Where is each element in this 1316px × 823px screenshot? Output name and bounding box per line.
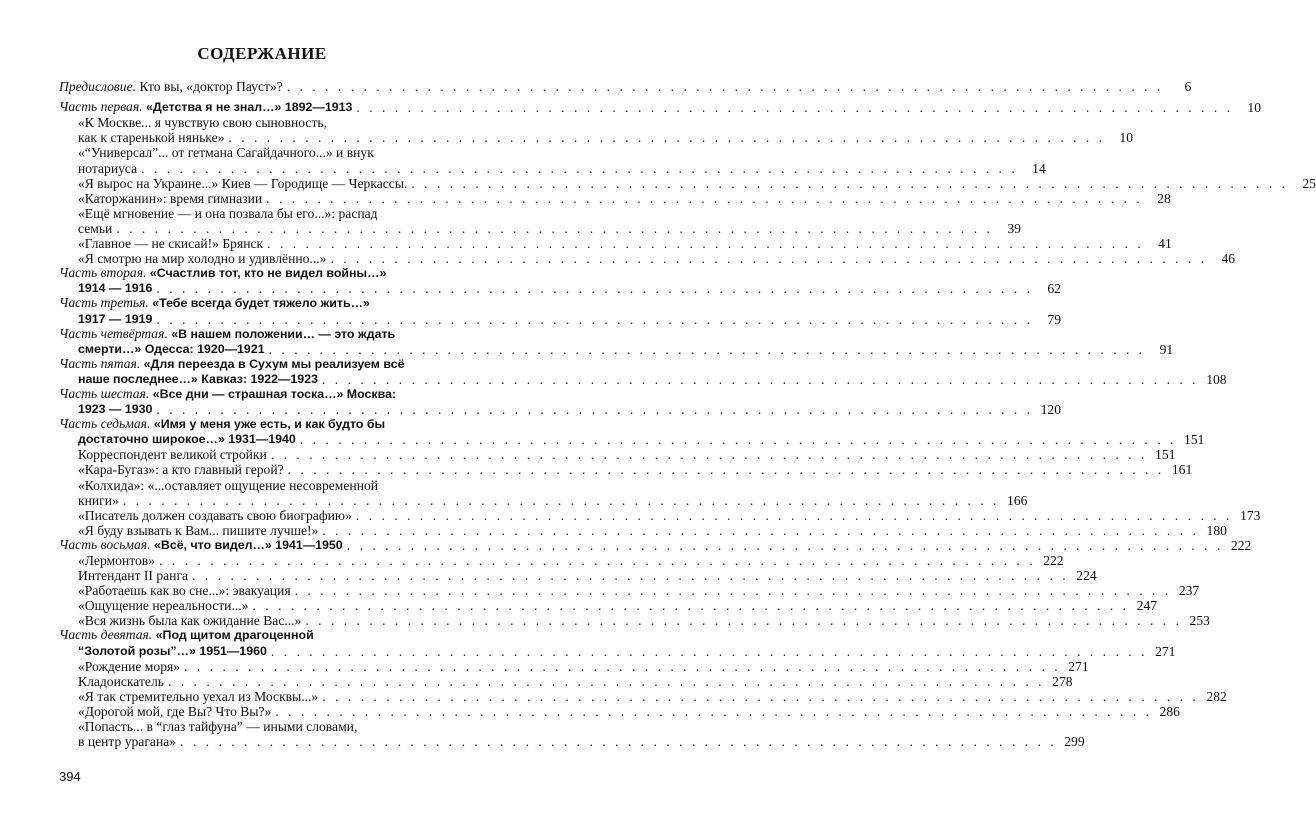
dot-leader (288, 462, 1165, 477)
toc-entry (59, 583, 1200, 599)
entry-text: “Золотой розы”…» 1951—1960 (78, 643, 267, 658)
toc-entry (59, 734, 1085, 750)
entry-text: 1923 — 1930 (78, 402, 153, 417)
entry-text: «Я буду взывать к Вам... пишите лучше!» (78, 522, 319, 538)
toc-entry (59, 613, 1210, 629)
page-ref: 222 (1230, 537, 1252, 553)
toc-entry (59, 402, 1061, 418)
page-ref: 173 (1240, 507, 1261, 523)
toc-entry (59, 220, 1021, 236)
entry-text: «Писатель должен создавать свою биографию» (78, 507, 352, 523)
toc-entry (59, 160, 1046, 176)
toc-entry-title (78, 447, 267, 462)
entry-text: нотариуса (78, 160, 138, 176)
dot-leader (266, 191, 1143, 206)
part-title: «Тебе всегда будет тяжело жить…» (148, 296, 370, 311)
entry-text: «К Москве... я чувствую свою сыновность, (78, 115, 328, 131)
page-ref: 247 (1136, 598, 1158, 614)
entry-text: «Лермонтов» (78, 553, 155, 568)
entry-text: «Рождение моря» (78, 658, 181, 674)
entry-text: книги» (78, 492, 119, 508)
page-ref: 41 (1158, 236, 1172, 252)
page-ref: 6 (1184, 79, 1192, 95)
toc-entry-title (59, 295, 370, 311)
entry-text: наше последнее…» Кавказ: 1922—1923 (78, 371, 318, 386)
part-label: Часть третья. (59, 295, 149, 311)
part-title: «Счастлив тот, кто не видел войны…» (146, 266, 387, 281)
entry-text: в центр урагана» (78, 734, 177, 750)
page-ref: 278 (1052, 673, 1073, 689)
toc-entry-title (78, 462, 284, 477)
toc-entry-title (59, 416, 385, 432)
toc-part-entry (59, 357, 471, 372)
toc-entry-title (78, 115, 327, 130)
dot-leader (168, 674, 1045, 689)
page-ref: 39 (1007, 220, 1021, 236)
entry-text: Интендант II ранга (78, 568, 189, 584)
toc-entry-title (78, 251, 326, 266)
page-ref: 10 (1247, 100, 1261, 116)
dot-leader (322, 689, 1199, 704)
toc-entry (59, 447, 1176, 463)
part-label: Часть пятая. (59, 355, 141, 371)
entry-text: «Ещё мгновение — и она позвала бы его...»: распад (78, 205, 378, 221)
dot-leader (180, 734, 1057, 749)
toc-entry (59, 311, 1061, 327)
toc-entry (59, 371, 1227, 387)
dot-leader (300, 432, 1177, 447)
toc-entry-title (78, 704, 271, 719)
toc-entry-title (78, 311, 152, 327)
toc-part-entry (59, 417, 471, 432)
toc-entry-title (78, 161, 137, 176)
entry-text: «Главное — не скисай!» Брянск (78, 236, 264, 252)
dot-leader (330, 251, 1207, 266)
toc-entry-title (78, 341, 265, 357)
entry-text: «Попасть... в “глаз тайфуна” — иными словами, (78, 719, 358, 735)
toc-entry (59, 175, 1316, 191)
toc-entry-title (78, 401, 152, 417)
part-title: «Всё, что видел…» 1941—1950 (150, 537, 343, 552)
dot-leader (322, 372, 1199, 387)
toc-entry-title (78, 553, 155, 568)
part-label: Часть первая. (59, 99, 143, 115)
toc-entry (59, 341, 1174, 357)
entry-text: «Я так стремительно уехал из Москвы...» (78, 688, 319, 704)
page-ref: 237 (1178, 583, 1200, 599)
toc-entry-title (78, 523, 318, 538)
toc-entry-title (78, 734, 176, 749)
page-ref: 28 (1157, 190, 1171, 206)
part-label: Часть восьмая. (59, 536, 151, 552)
dot-leader (123, 493, 1000, 508)
toc-part-entry (59, 79, 1192, 95)
toc-entry-title (59, 265, 386, 281)
dot-leader (295, 583, 1172, 598)
page-ref: 62 (1047, 281, 1061, 297)
part-title: «Детства я не знал…» 1892—1913 (142, 100, 353, 115)
toc-entry (59, 688, 1227, 704)
entry-text: как к старенькой няньке» (78, 130, 225, 146)
dot-leader (116, 221, 993, 236)
toc-entry (59, 251, 1236, 267)
toc-entry-title (78, 613, 301, 628)
toc-part-entry (59, 327, 471, 342)
dot-leader (271, 447, 1148, 462)
toc-entry-title (59, 356, 404, 372)
toc-entry-title (78, 598, 248, 613)
toc-entry-title (78, 583, 291, 598)
dot-leader (156, 402, 1033, 417)
toc-entry (59, 145, 471, 160)
part-label: Предисловие. (59, 79, 137, 95)
page-ref: 180 (1206, 522, 1227, 538)
entry-text: Корреспондент великой стройки (78, 447, 267, 463)
page-ref: 14 (1032, 160, 1046, 176)
entry-text: Кладоискатель (78, 673, 164, 689)
toc-entry (59, 432, 1205, 448)
toc-part-entry (59, 628, 471, 643)
dot-leader (275, 704, 1152, 719)
page-ref: 271 (1068, 658, 1089, 674)
part-title: «Имя у меня уже есть, и как будто бы (150, 417, 386, 432)
toc-entry-title (59, 537, 343, 553)
entry-text: «Ощущение нереальности...» (78, 598, 249, 614)
dot-leader (159, 553, 1036, 568)
entry-text: «Я смотрю на мир холодно и удивлённо...» (78, 251, 327, 267)
toc-entry-title (78, 130, 224, 145)
page-ref: 253 (1189, 613, 1210, 629)
dot-leader (356, 508, 1233, 523)
dot-leader (192, 568, 1069, 583)
toc-entry (59, 598, 1158, 614)
page-ref: 79 (1047, 311, 1061, 327)
page-ref: 46 (1221, 251, 1236, 267)
page-ref: 91 (1159, 341, 1174, 357)
toc-entry-title (78, 568, 188, 583)
toc-entry-title (78, 371, 318, 387)
toc-entry (59, 281, 1061, 297)
toc-part-entry (59, 99, 1261, 116)
toc-entry-title (78, 145, 374, 160)
entry-text: 1914 — 1916 (78, 281, 153, 296)
toc-part-entry (59, 536, 1252, 553)
toc-entry (59, 553, 1064, 568)
part-title: «В нашем положении… — это ждать (167, 326, 396, 341)
toc-entry (59, 462, 1193, 478)
entry-text: «Я вырос на Украине...» Киев — Городище — Черкассы. (78, 175, 408, 191)
toc-entry (59, 492, 1028, 508)
page-ref: 25 (1302, 175, 1316, 191)
toc-entry-title (78, 674, 164, 689)
toc-entry-title (78, 719, 357, 734)
dot-leader (305, 613, 1182, 628)
toc-entry (59, 673, 1073, 689)
toc-entry-title (78, 280, 152, 296)
part-title: «Для переезда в Сухум мы реализуем всё (140, 356, 405, 371)
page-ref: 120 (1040, 402, 1061, 418)
dot-leader (184, 659, 1061, 674)
entry-text: смерти…» Одесса: 1920—1921 (78, 341, 265, 356)
page-ref: 10 (1119, 130, 1133, 146)
toc-entry-title (78, 191, 262, 206)
toc-part-entry (59, 266, 471, 281)
page-number: 394 (59, 769, 81, 784)
toc-entry-title (59, 79, 283, 94)
entry-text: «Колхида»: «...оставляет ощущение несовременной (78, 477, 379, 493)
toc-entry-title (78, 508, 352, 523)
part-title: Кто вы, «доктор Пауст»? (136, 79, 283, 95)
entry-text: «Каторжанин»: время гимназии (78, 190, 263, 206)
toc-entry-title (59, 386, 396, 402)
part-label: Часть четвёртая. (59, 325, 168, 341)
page-ref: 151 (1184, 432, 1205, 448)
part-label: Часть вторая. (59, 265, 147, 281)
dot-leader (269, 342, 1146, 357)
toc-entry-title (78, 176, 407, 191)
entry-text: 1917 — 1919 (78, 311, 153, 326)
toc-entry (59, 643, 1176, 659)
dot-leader (141, 161, 1018, 176)
toc-entry (59, 568, 1097, 584)
toc-entry-title (78, 478, 378, 493)
toc-entry (59, 658, 1089, 674)
part-label: Часть седьмая. (59, 416, 151, 432)
dot-leader (252, 598, 1129, 613)
toc-entry-title (59, 99, 352, 115)
part-label: Часть девятая. (59, 627, 153, 643)
dot-leader (156, 312, 1033, 327)
toc-entry (59, 719, 471, 734)
toc-entry-title (78, 643, 267, 659)
toc-entry (59, 507, 1261, 523)
dot-leader (356, 100, 1233, 115)
toc-entry-title (59, 326, 395, 342)
part-label: Часть шестая. (59, 385, 150, 401)
page-ref: 166 (1007, 492, 1028, 508)
page-ref: 271 (1155, 643, 1176, 659)
dot-leader (271, 644, 1148, 659)
entry-text: «Кара-Бугаз»: а кто главный герой? (78, 462, 284, 478)
table-of-contents (59, 79, 1316, 750)
toc-entry (59, 190, 1171, 206)
page-ref: 108 (1206, 371, 1227, 387)
toc-entry-title (78, 206, 378, 221)
dot-leader (411, 176, 1288, 191)
page-ref: 224 (1076, 568, 1097, 584)
toc-entry-title (78, 493, 119, 508)
toc-part-entry (59, 387, 471, 402)
page-title: СОДЕРЖАНИЕ (197, 44, 327, 63)
toc-entry (59, 115, 471, 130)
toc-part-entry (59, 296, 471, 311)
page-ref: 299 (1064, 734, 1085, 750)
entry-text: семьи (78, 220, 113, 236)
toc-entry-title (78, 431, 296, 447)
part-title: «Все дни — страшная тоска…» Москва: (149, 386, 397, 401)
toc-entry (59, 522, 1227, 538)
toc-entry (59, 130, 1133, 146)
toc-entry (59, 236, 1172, 252)
dot-leader (287, 79, 1164, 94)
toc-entry-title (78, 221, 112, 236)
toc-entry-title (59, 627, 314, 643)
dot-leader (322, 523, 1199, 538)
toc-entry-title (78, 689, 318, 704)
dot-leader (228, 130, 1105, 145)
page-ref: 151 (1155, 447, 1176, 463)
entry-text: «Работаешь как во сне...»: эвакуация (78, 583, 291, 599)
page-ref: 286 (1159, 703, 1180, 719)
toc-entry-title (78, 659, 180, 674)
toc-entry (59, 477, 471, 492)
page-ref: 222 (1043, 553, 1064, 568)
page-ref: 282 (1206, 688, 1227, 704)
toc-entry-title (78, 236, 263, 251)
entry-text: достаточно широкое…» 1931—1940 (78, 432, 296, 447)
entry-text: «Вся жизнь была как ожидание Вас...» (78, 613, 302, 629)
part-title: «Под щитом драгоценной (152, 628, 314, 643)
dot-leader (156, 281, 1033, 296)
dot-leader (347, 538, 1224, 553)
entry-text: «Дорогой мой, где Вы? Что Вы?» (78, 703, 272, 719)
toc-entry (59, 206, 471, 221)
entry-text: «“Универсал”... от гетмана Сагайдачного...» и внук (78, 145, 374, 161)
dot-leader (267, 236, 1144, 251)
page-ref: 161 (1171, 462, 1193, 478)
toc-entry (59, 703, 1180, 719)
